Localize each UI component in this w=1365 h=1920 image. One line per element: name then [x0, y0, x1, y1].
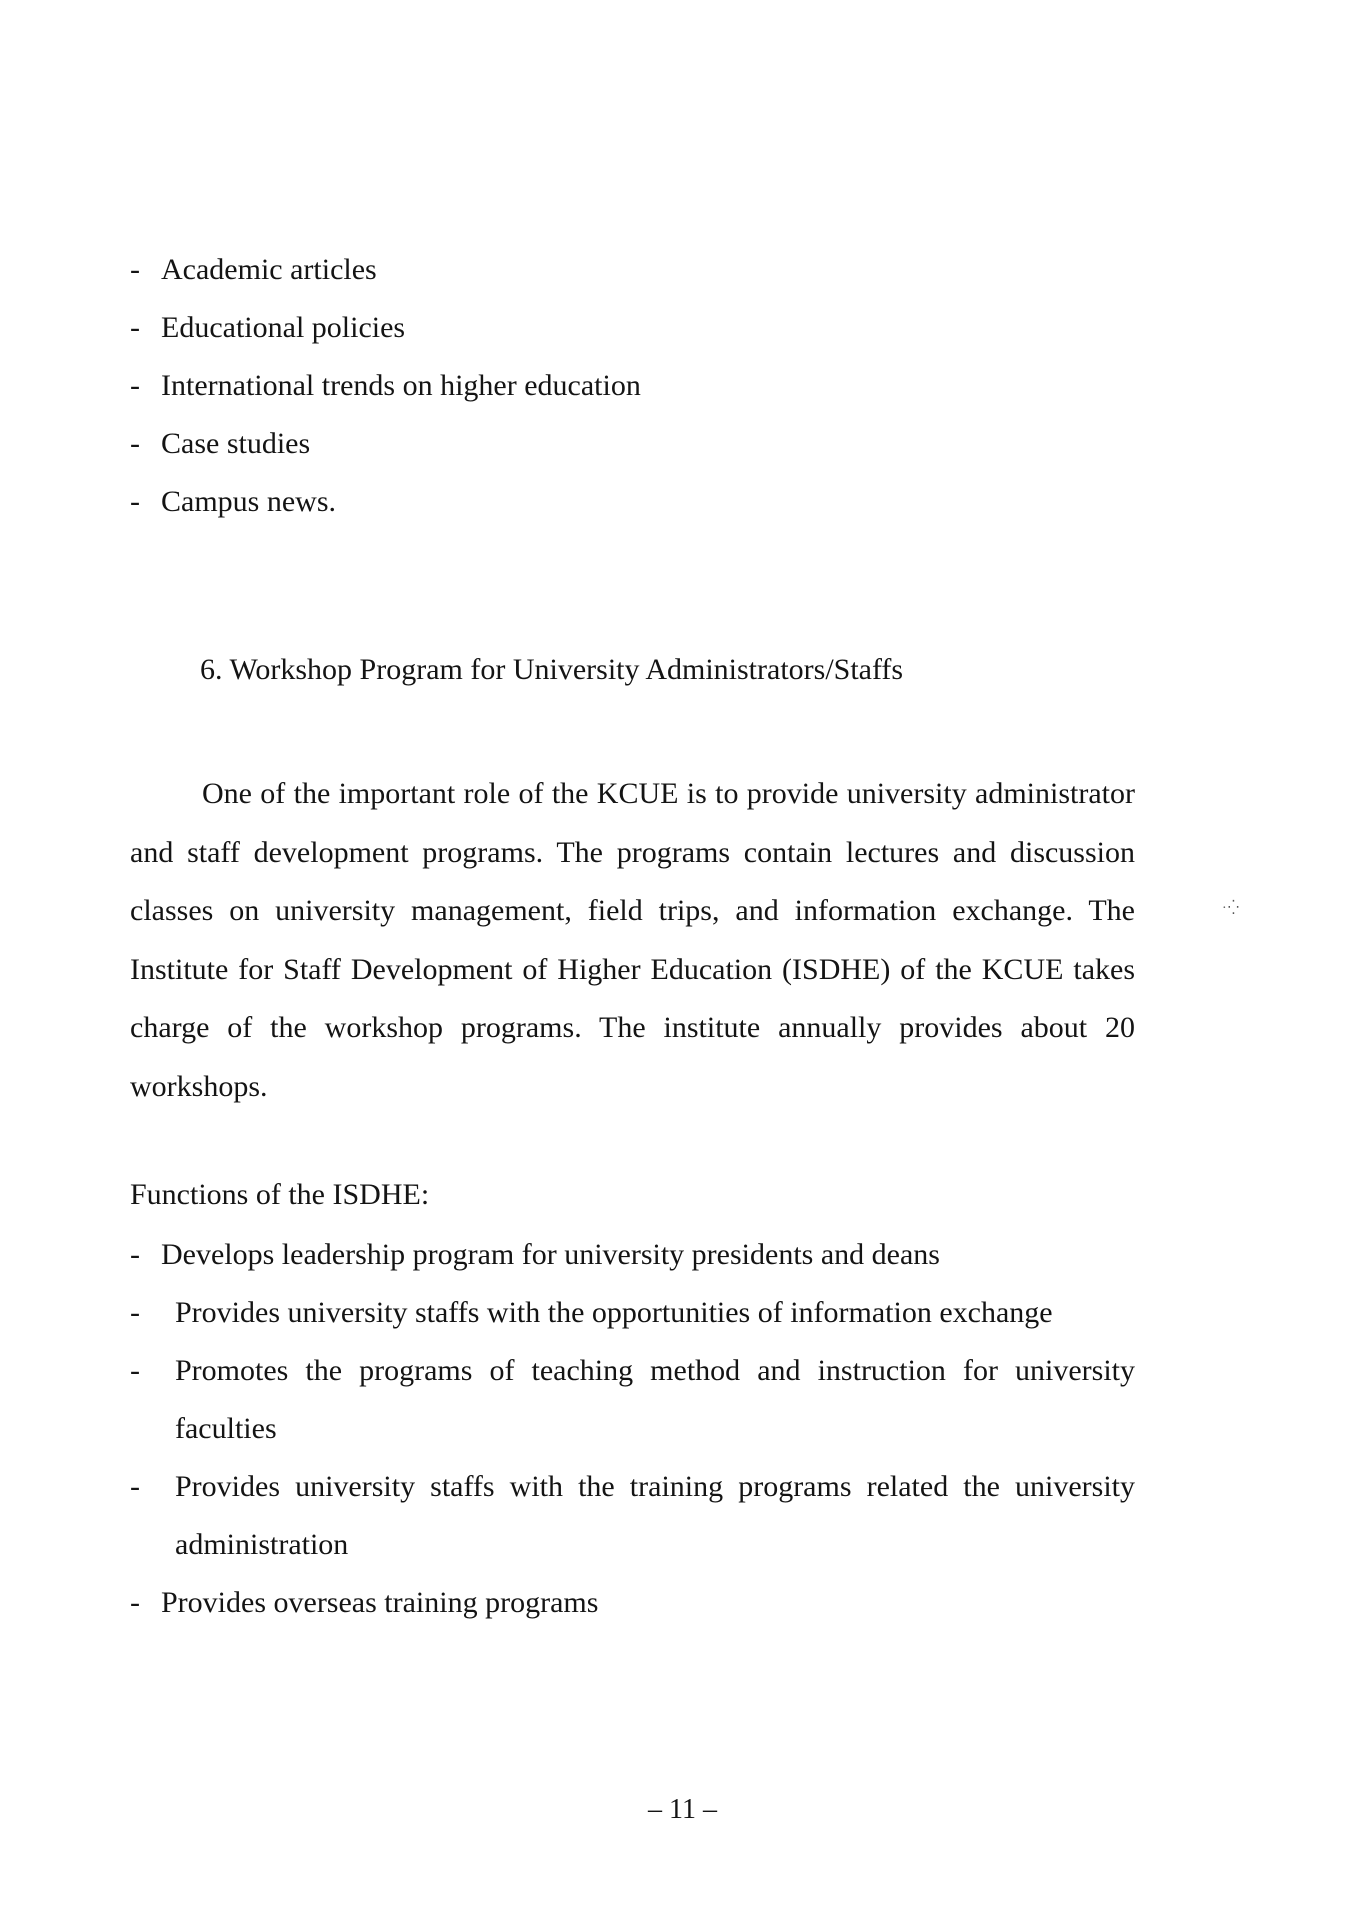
- dash-bullet: -: [130, 311, 140, 344]
- dash-bullet: -: [130, 369, 140, 402]
- list-item-text: Develops leadership program for university presidents and deans: [161, 1238, 940, 1271]
- list-item-text: Provides overseas training programs: [161, 1586, 599, 1619]
- list-item: [130, 357, 1150, 415]
- list-item: [130, 1574, 1135, 1632]
- dash-bullet: -: [130, 1296, 140, 1329]
- scan-speck: · ⁛: [1222, 901, 1239, 916]
- dash-bullet: -: [130, 1586, 140, 1619]
- publication-contents-list: [130, 241, 1150, 531]
- dash-bullet: -: [130, 485, 140, 518]
- list-item-text: Provides university staffs with the training programs related the university administration: [175, 1470, 1135, 1561]
- functions-list: [130, 1226, 1135, 1632]
- dash-bullet: -: [130, 1470, 140, 1503]
- section-paragraph: One of the important role of the KCUE is to provide university administrator and staff development programs. The programs contain lectures and discussion classes on university management, field trips, and information exchange. The Institute for Staff Development of Higher Education (ISDHE) of the KCUE takes charge of the workshop programs. The institute annually provides about 20 workshops.: [130, 777, 1135, 1103]
- list-item-text: Promotes the programs of teaching method and instruction for university faculties: [175, 1354, 1135, 1445]
- list-item-text: Case studies: [161, 427, 311, 460]
- list-item: [130, 1458, 1135, 1574]
- list-item: [130, 1284, 1135, 1342]
- list-item: [130, 1226, 1135, 1284]
- list-item: [130, 299, 1150, 357]
- dash-bullet: -: [130, 253, 140, 286]
- list-item: [130, 473, 1150, 531]
- list-item-text: Academic articles: [161, 253, 377, 286]
- list-item: [130, 241, 1150, 299]
- list-item-text: Educational policies: [161, 311, 406, 344]
- list-item: [130, 1342, 1135, 1458]
- dash-bullet: -: [130, 1354, 140, 1387]
- dash-bullet: -: [130, 1238, 140, 1271]
- list-item-text: Campus news.: [161, 485, 336, 518]
- page-number: – 11 –: [648, 1794, 717, 1825]
- list-item-text: Provides university staffs with the opportunities of information exchange: [175, 1296, 1053, 1329]
- list-item-text: International trends on higher education: [161, 369, 641, 402]
- dash-bullet: -: [130, 427, 140, 460]
- list-item: [130, 415, 1150, 473]
- functions-title: Functions of the ISDHE:: [130, 1178, 430, 1211]
- section-heading: 6. Workshop Program for University Administrators/Staffs: [200, 653, 904, 686]
